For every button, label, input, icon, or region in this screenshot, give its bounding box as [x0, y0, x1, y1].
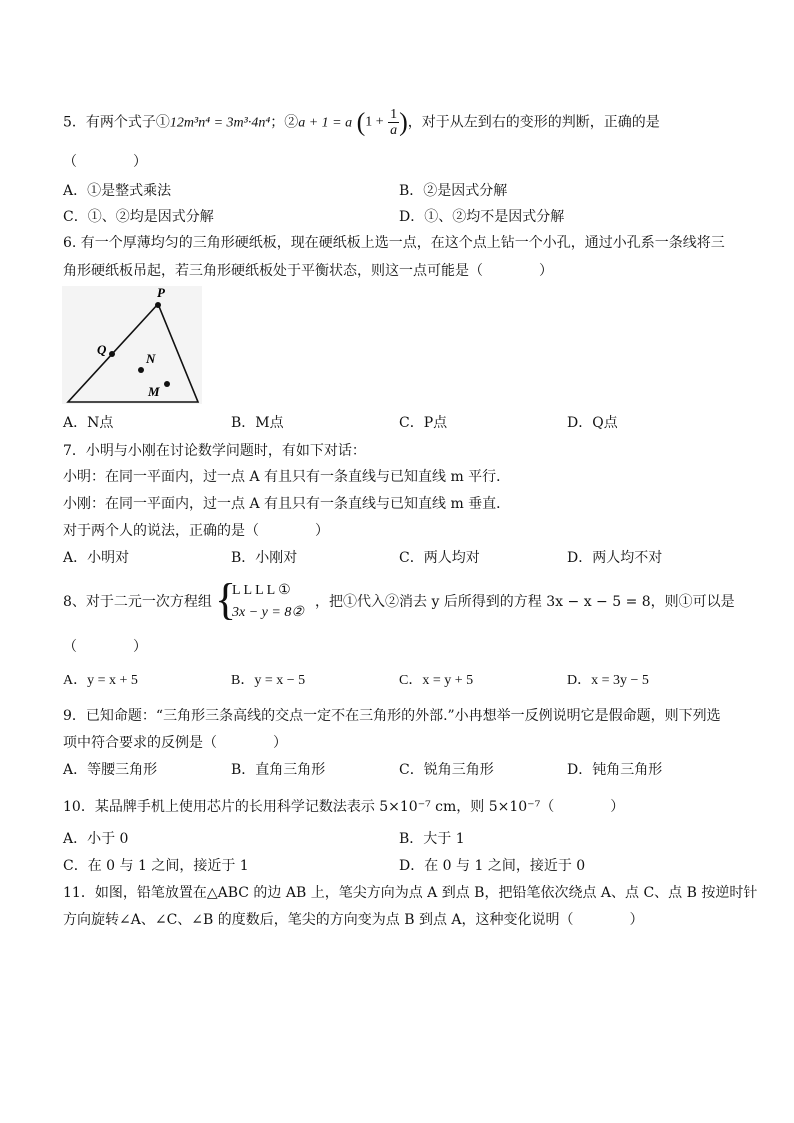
q8-option-b[interactable]: B．y = x − 5	[231, 673, 306, 688]
q5-expression-2: a + 1 = a	[298, 115, 353, 131]
q7-line-1: 7．小明与小刚在讨论数学问题时，有如下对话：	[63, 443, 366, 459]
q9-option-c[interactable]: C．锐角三角形	[399, 762, 494, 778]
q10-option-d[interactable]: D．在 0 与 1 之间，接近于 0	[399, 858, 586, 874]
q5-option-c[interactable]: C．①、②均是因式分解	[63, 209, 214, 225]
q9-option-b[interactable]: B．直角三角形	[231, 762, 326, 778]
q10-option-c[interactable]: C．在 0 与 1 之间，接近于 1	[63, 858, 249, 874]
q5-option-d[interactable]: D．①、②均不是因式分解	[399, 209, 565, 225]
q8-option-c[interactable]: C．x = y + 5	[399, 673, 474, 688]
q10-option-a[interactable]: A．小于 0	[63, 831, 129, 847]
q11-line-2: 方向旋转∠A、∠C、∠B 的度数后，笔尖的方向变为点 B 到点 A，这种变化说明（ ）	[63, 912, 644, 928]
q8-equation-2: 3x − y = 8②	[232, 605, 304, 620]
point-n-label: N	[146, 351, 156, 366]
q7-option-c[interactable]: C．两人均对	[399, 550, 480, 566]
q11-line-1: 11．如图，铅笔放置在△ABC 的边 AB 上，笔尖方向为点 A 到点 B，把铅笔依次绕点 A、点 C、点 B 按逆时针	[63, 885, 758, 901]
q8-tail: ，把①代入②消去 y 后所得到的方程 3x − x − 5 = 8，则①可以是	[315, 594, 735, 610]
q5-paren-group: (1 + $\frac{1}{a}$ )	[356, 107, 408, 138]
q5-tail: ，对于从左到右的变形的判断，正确的是	[407, 114, 660, 131]
q6-option-b[interactable]: B．M点	[231, 415, 284, 431]
q5-option-a[interactable]: A．①是整式乘法	[63, 183, 172, 199]
q9-option-a[interactable]: A．等腰三角形	[63, 762, 158, 778]
point-q-label: Q	[97, 342, 107, 357]
q8-option-a[interactable]: A．y = x + 5	[63, 673, 138, 688]
q6-option-a[interactable]: A．N点	[63, 415, 114, 431]
q8-equation-1: L L L L ①	[232, 583, 291, 598]
q7-option-b[interactable]: B．小刚对	[231, 550, 298, 566]
q6-option-d[interactable]: D．Q点	[567, 415, 618, 431]
q9-line-1: 9．已知命题：“三角形三条高线的交点一定不在三角形的外部.”小冉想举一反例说明它是假命题，则下列选	[63, 708, 721, 724]
q6-line-2: 角形硬纸板吊起，若三角形硬纸板处于平衡状态，则这一点可能是（ ）	[63, 263, 553, 279]
q10-option-b[interactable]: B．大于 1	[399, 831, 465, 847]
q10-stem: 10．某品牌手机上使用芯片的长用科学记数法表示 5×10⁻⁷ cm，则 5×10⁻⁷（ ）	[63, 799, 625, 815]
q8-option-d[interactable]: D．x = 3y − 5	[567, 673, 649, 688]
point-m-label: M	[148, 384, 160, 399]
q5-fraction	[388, 107, 399, 138]
q9-line-2: 项中符合要求的反例是（ ）	[63, 735, 287, 751]
q5-expression-1: 12m³n⁴ = 3m³·4n⁴	[169, 115, 271, 131]
q8-stem: 8、对于二元一次方程组	[63, 594, 212, 610]
q6-line-1: 6. 有一个厚薄均匀的三角形硬纸板，现在硬纸板上选一点，在这个点上钻一个小孔，通过小孔系一条线将三	[63, 235, 725, 251]
q5-option-b[interactable]: B．②是因式分解	[399, 183, 508, 199]
q5-fraction-denominator: a	[390, 123, 398, 138]
q7-option-d[interactable]: D．两人均不对	[567, 550, 663, 566]
q5-answer-paren: （ ）	[63, 154, 147, 170]
q5-fraction-numerator: 1	[390, 107, 398, 122]
triangle-figure	[60, 282, 210, 407]
q6-option-c[interactable]: C．P点	[399, 415, 448, 431]
q7-option-a[interactable]: A．小明对	[63, 550, 130, 566]
q5-stem: 5．有两个式子①	[63, 114, 170, 131]
q9-option-d[interactable]: D．钝角三角形	[567, 762, 663, 778]
q7-line-3: 小刚：在同一平面内，过一点 A 有且只有一条直线与已知直线 m 垂直．	[63, 496, 511, 512]
q5-one-plus: 1 +	[365, 114, 384, 130]
q5-separator: ；②	[270, 114, 299, 131]
point-p-label: P	[157, 285, 165, 300]
q5-line	[63, 107, 660, 138]
q7-line-2: 小明：在同一平面内，过一点 A 有且只有一条直线与已知直线 m 平行．	[63, 469, 511, 485]
q7-line-4: 对于两个人的说法，正确的是（ ）	[63, 523, 329, 539]
q8-answer-paren: （ ）	[63, 639, 147, 655]
